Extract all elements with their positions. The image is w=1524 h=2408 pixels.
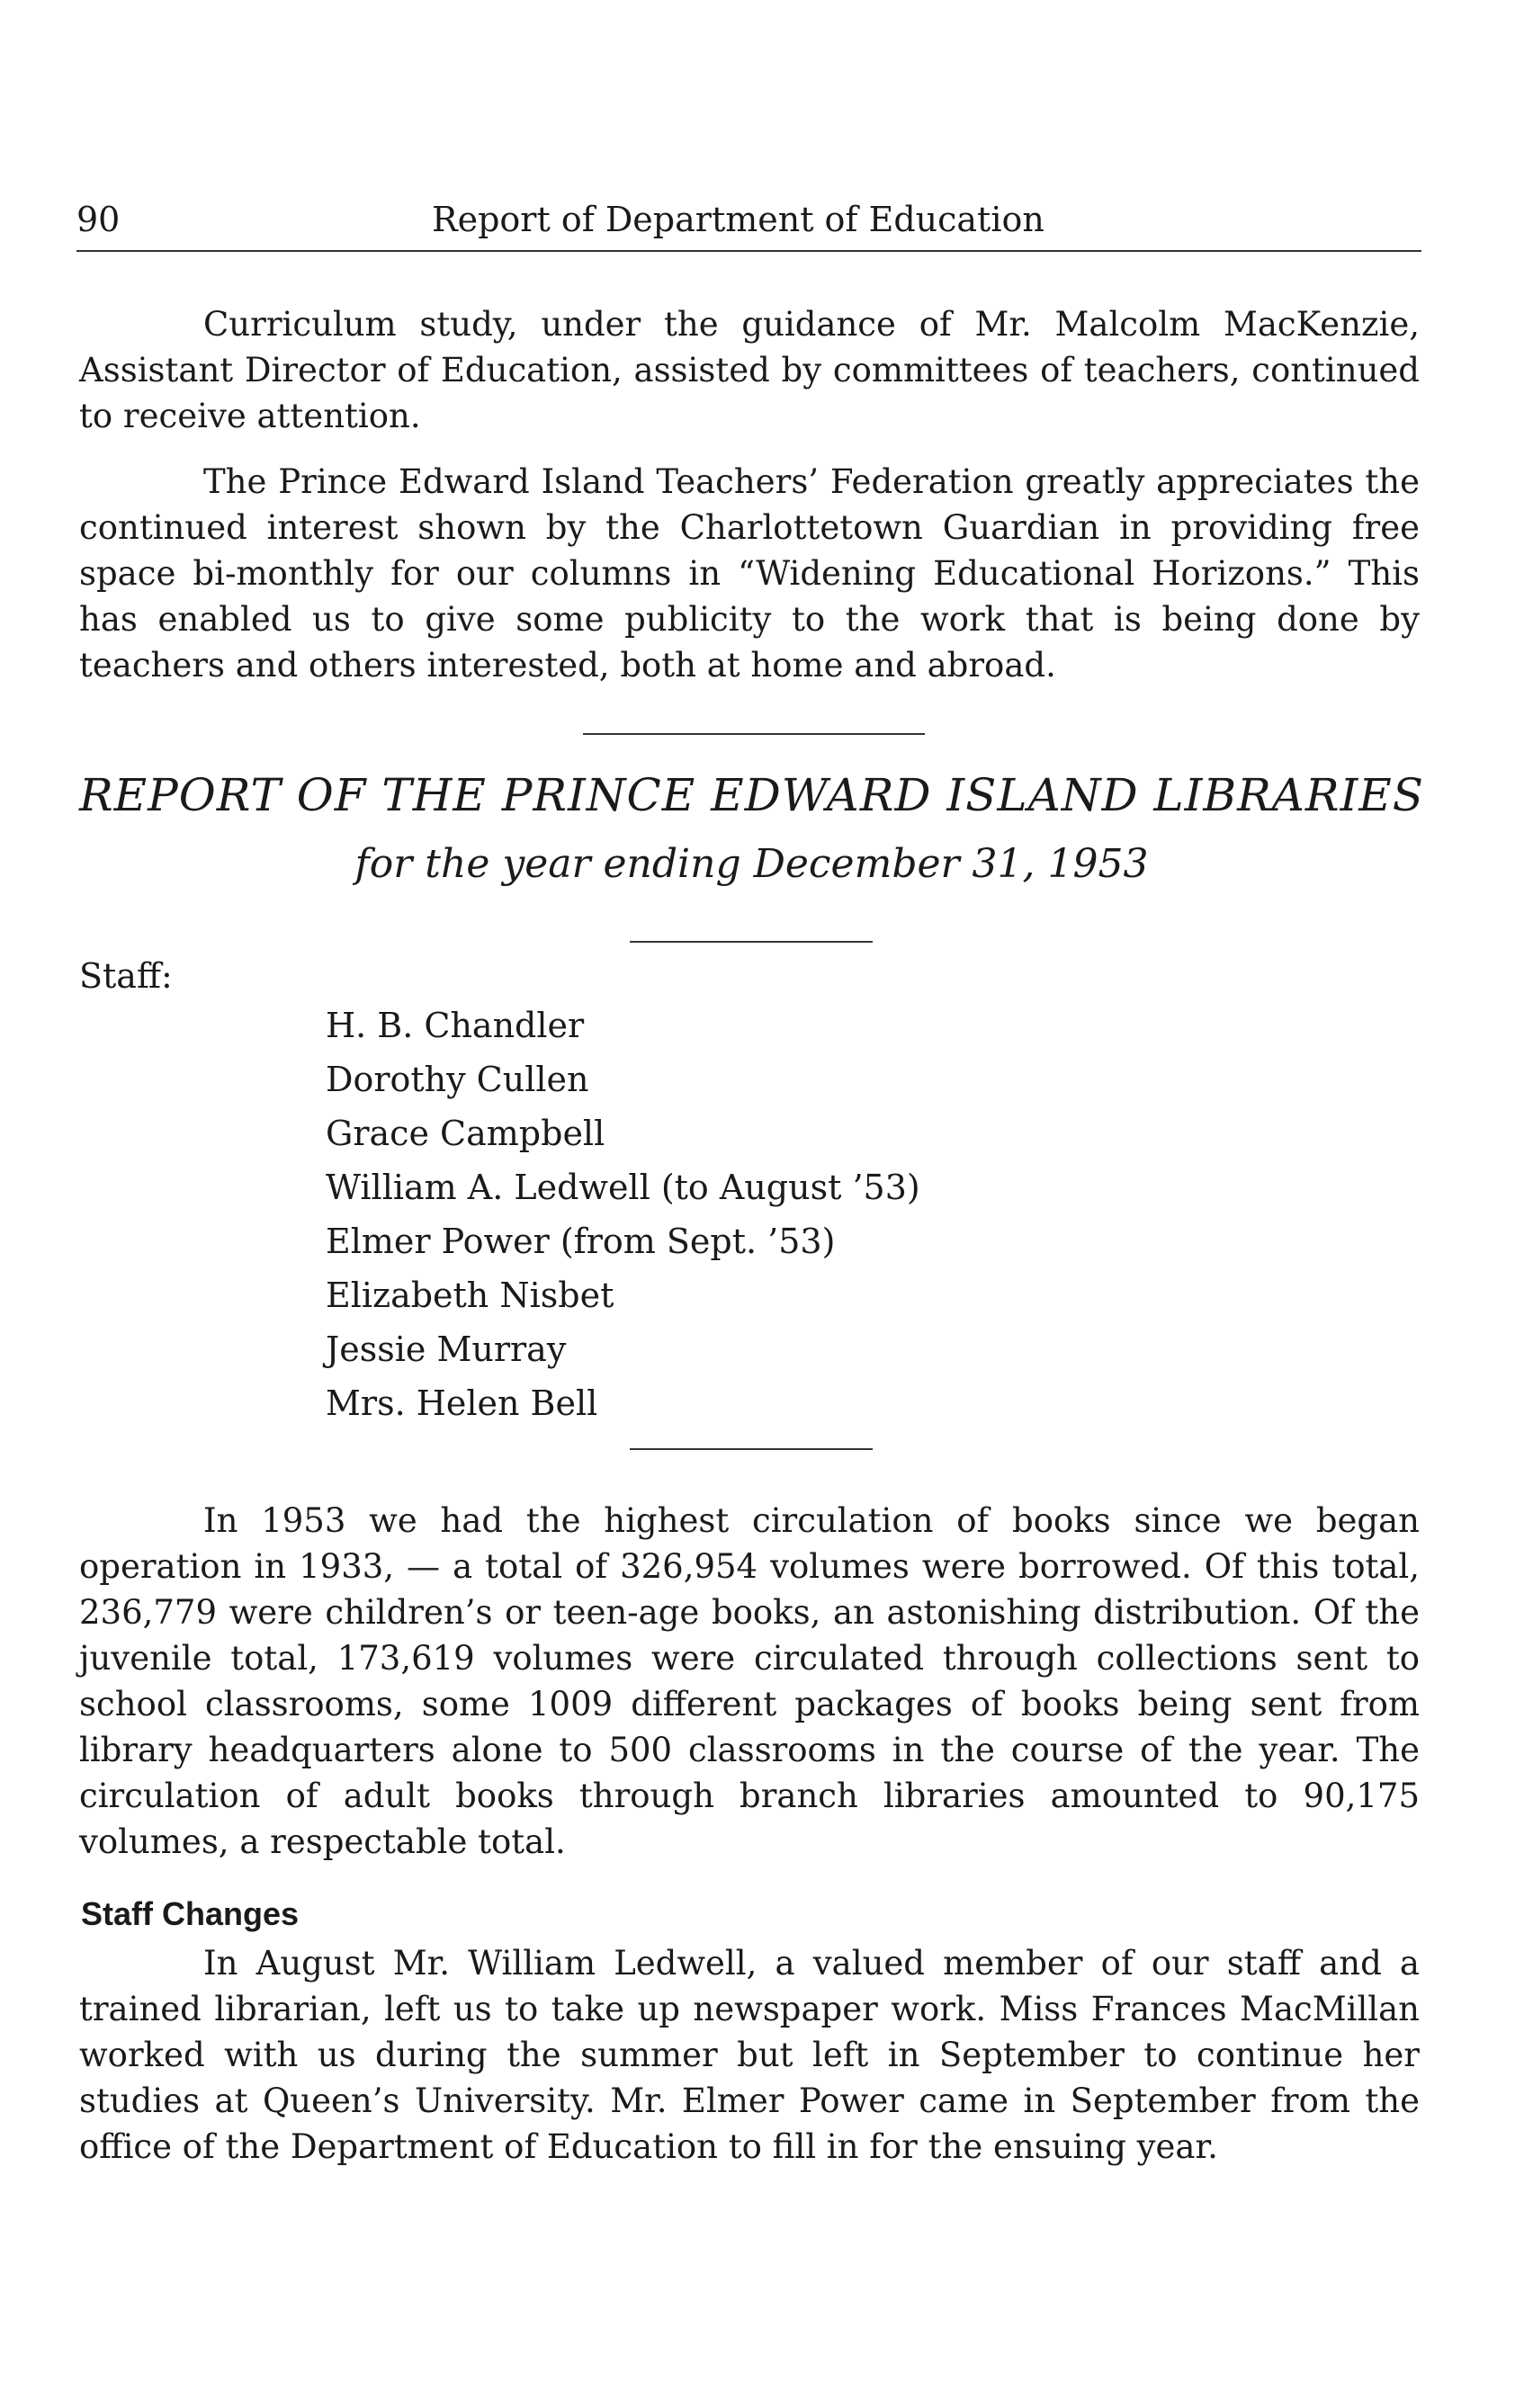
curriculum-paragraph: Curriculum study, under the guidance of Mr. Malcolm MacKenzie, Assistant Director of Education, assisted by committees of teachers, continued to receive attention. bbox=[79, 305, 1420, 435]
curriculum-paragraph-block bbox=[79, 301, 1420, 439]
circulation-paragraph: In 1953 we had the highest circulation of books since we began operation in 1933, — a total of 326,954 volumes were borrowed. Of this total, 236,779 were children’s or teen-age books, an astonishing distribution. Of the juvenile total, 173,619 volumes were circulated through collections sent to school classrooms, some 1009 different packages of books being sent from library headquarters alone to 500 classrooms in the course of the year. The circulation of adult books through branch libraries amounted to 90,175 volumes, a respectable total. bbox=[79, 1501, 1420, 1861]
federation-paragraph-block bbox=[79, 459, 1420, 688]
federation-paragraph: The Prince Edward Island Teachers’ Federation greatly appreciates the continued interest shown by the Charlottetown Guardian in providing free space bi-monthly for our columns in “Widening Educational Horizons.” This has enabled us to give some publicity to the work that is being done by teachers and others interested, both at home and abroad. bbox=[79, 462, 1420, 685]
staff-divider bbox=[630, 1448, 873, 1450]
circulation-paragraph-block bbox=[79, 1498, 1420, 1865]
staff-member: Grace Campbell bbox=[326, 1114, 605, 1153]
staff-member: Jessie Murray bbox=[326, 1329, 567, 1369]
staff-member: H. B. Chandler bbox=[326, 1006, 585, 1045]
staff-changes-heading: Staff Changes bbox=[81, 1895, 300, 1932]
staff-member: Mrs. Helen Bell bbox=[326, 1383, 598, 1423]
running-header bbox=[76, 196, 1421, 252]
staff-changes-paragraph: In August Mr. William Ledwell, a valued member of our staff and a trained librarian, left us to take up newspaper work. Miss Frances MacMillan worked with us during the summer but left in September to continue her studies at Queen’s University. Mr. Elmer Power came in September from the office of the Department of Education to fill in for the ensuing year. bbox=[79, 1944, 1420, 2166]
staff-list bbox=[326, 998, 920, 1430]
running-header-title: Report of Department of Education bbox=[432, 200, 1044, 239]
staff-member: Dorothy Cullen bbox=[326, 1060, 589, 1099]
staff-changes-paragraph-block bbox=[79, 1940, 1420, 2170]
report-subtitle: for the year ending December 31, 1953 bbox=[354, 841, 1149, 887]
staff-label: Staff: bbox=[79, 956, 173, 996]
report-title: REPORT OF THE PRINCE EDWARD ISLAND LIBRARIES bbox=[79, 769, 1425, 821]
staff-member: William A. Ledwell (to August ’53) bbox=[326, 1168, 920, 1207]
staff-member: Elmer Power (from Sept. ’53) bbox=[326, 1222, 836, 1261]
section-divider bbox=[583, 733, 925, 735]
title-divider bbox=[630, 941, 873, 943]
staff-member: Elizabeth Nisbet bbox=[326, 1276, 614, 1315]
page-number: 90 bbox=[76, 200, 121, 239]
